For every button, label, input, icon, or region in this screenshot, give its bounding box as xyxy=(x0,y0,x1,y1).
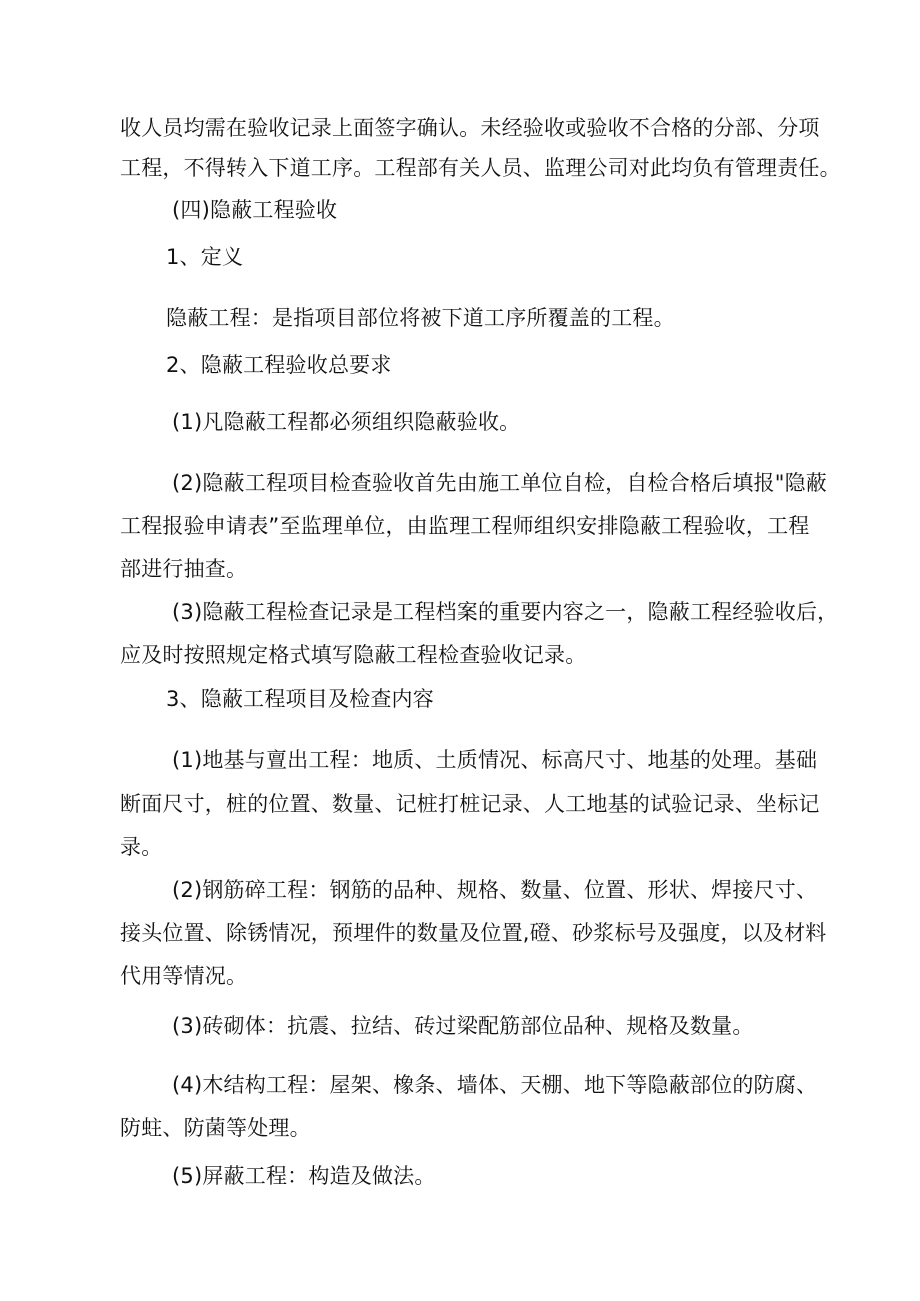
requirement-item-2-line-2: 工程报验申请表”至监理单位，由监理工程师组织安排隐蔽工程验收，工程 xyxy=(120,514,810,538)
content-item-1-line-2: 断面尺寸，桩的位置、数量、记桩打桩记录、人工地基的试验记录、坐标记 xyxy=(120,792,820,816)
requirement-item-2-line-1: (2)隐蔽工程项目检查验收首先由施工单位自检，自检合格后填报"隐蔽 xyxy=(172,471,828,495)
content-item-5: (5)屏蔽工程：构造及做法。 xyxy=(172,1164,436,1188)
content-item-3: (3)砖砌体：抗震、拉结、砖过梁配筋部位品种、规格及数量。 xyxy=(172,1014,754,1038)
content-item-2-line-1: (2)钢筋碎工程：钢筋的品种、规格、数量、位置、形状、焊接尺寸、 xyxy=(172,878,818,902)
content-item-1-line-1: (1)地基与亶出工程：地质、土质情况、标高尺寸、地基的处理。基础 xyxy=(172,748,818,772)
definition-text: 隐蔽工程：是指项目部位将被下道工序所覆盖的工程。 xyxy=(166,306,675,330)
subheading-general-requirements: 2、隐蔽工程验收总要求 xyxy=(166,353,392,377)
content-item-4-line-1: (4)木结构工程：屋架、橡条、墙体、天棚、地下等隐蔽部位的防腐、 xyxy=(172,1073,818,1097)
content-item-4-line-2: 防蛀、防菌等处理。 xyxy=(120,1116,311,1140)
subheading-definition: 1、定义 xyxy=(166,245,244,269)
section-heading-hidden-works-acceptance: (四)隐蔽工程验收 xyxy=(172,198,338,222)
content-item-1-line-3: 录。 xyxy=(120,835,163,859)
text-line-2: 工程，不得转入下道工序。工程部有关人员、监理公司对此均负有管理责任。 xyxy=(120,156,841,180)
subheading-items-and-contents: 3、隐蔽工程项目及检查内容 xyxy=(166,687,434,711)
text-line-1: 收人员均需在验收记录上面签字确认。未经验收或验收不合格的分部、分项 xyxy=(120,116,820,140)
requirement-item-3-line-2: 应及时按照规定格式填写隐蔽工程检查验收记录。 xyxy=(120,643,587,667)
content-item-2-line-3: 代用等情况。 xyxy=(120,964,248,988)
requirement-item-3-line-1: (3)隐蔽工程检查记录是工程档案的重要内容之一，隐蔽工程经验收后， xyxy=(172,600,839,624)
requirement-item-1: (1)凡隐蔽工程都必须组织隐蔽验收。 xyxy=(172,410,521,434)
requirement-item-2-line-3: 部进行抽查。 xyxy=(120,557,248,581)
content-item-2-line-2: 接头位置、除锈情况，预埋件的数量及位置,磴、砂浆标号及强度，以及材料 xyxy=(120,921,827,945)
